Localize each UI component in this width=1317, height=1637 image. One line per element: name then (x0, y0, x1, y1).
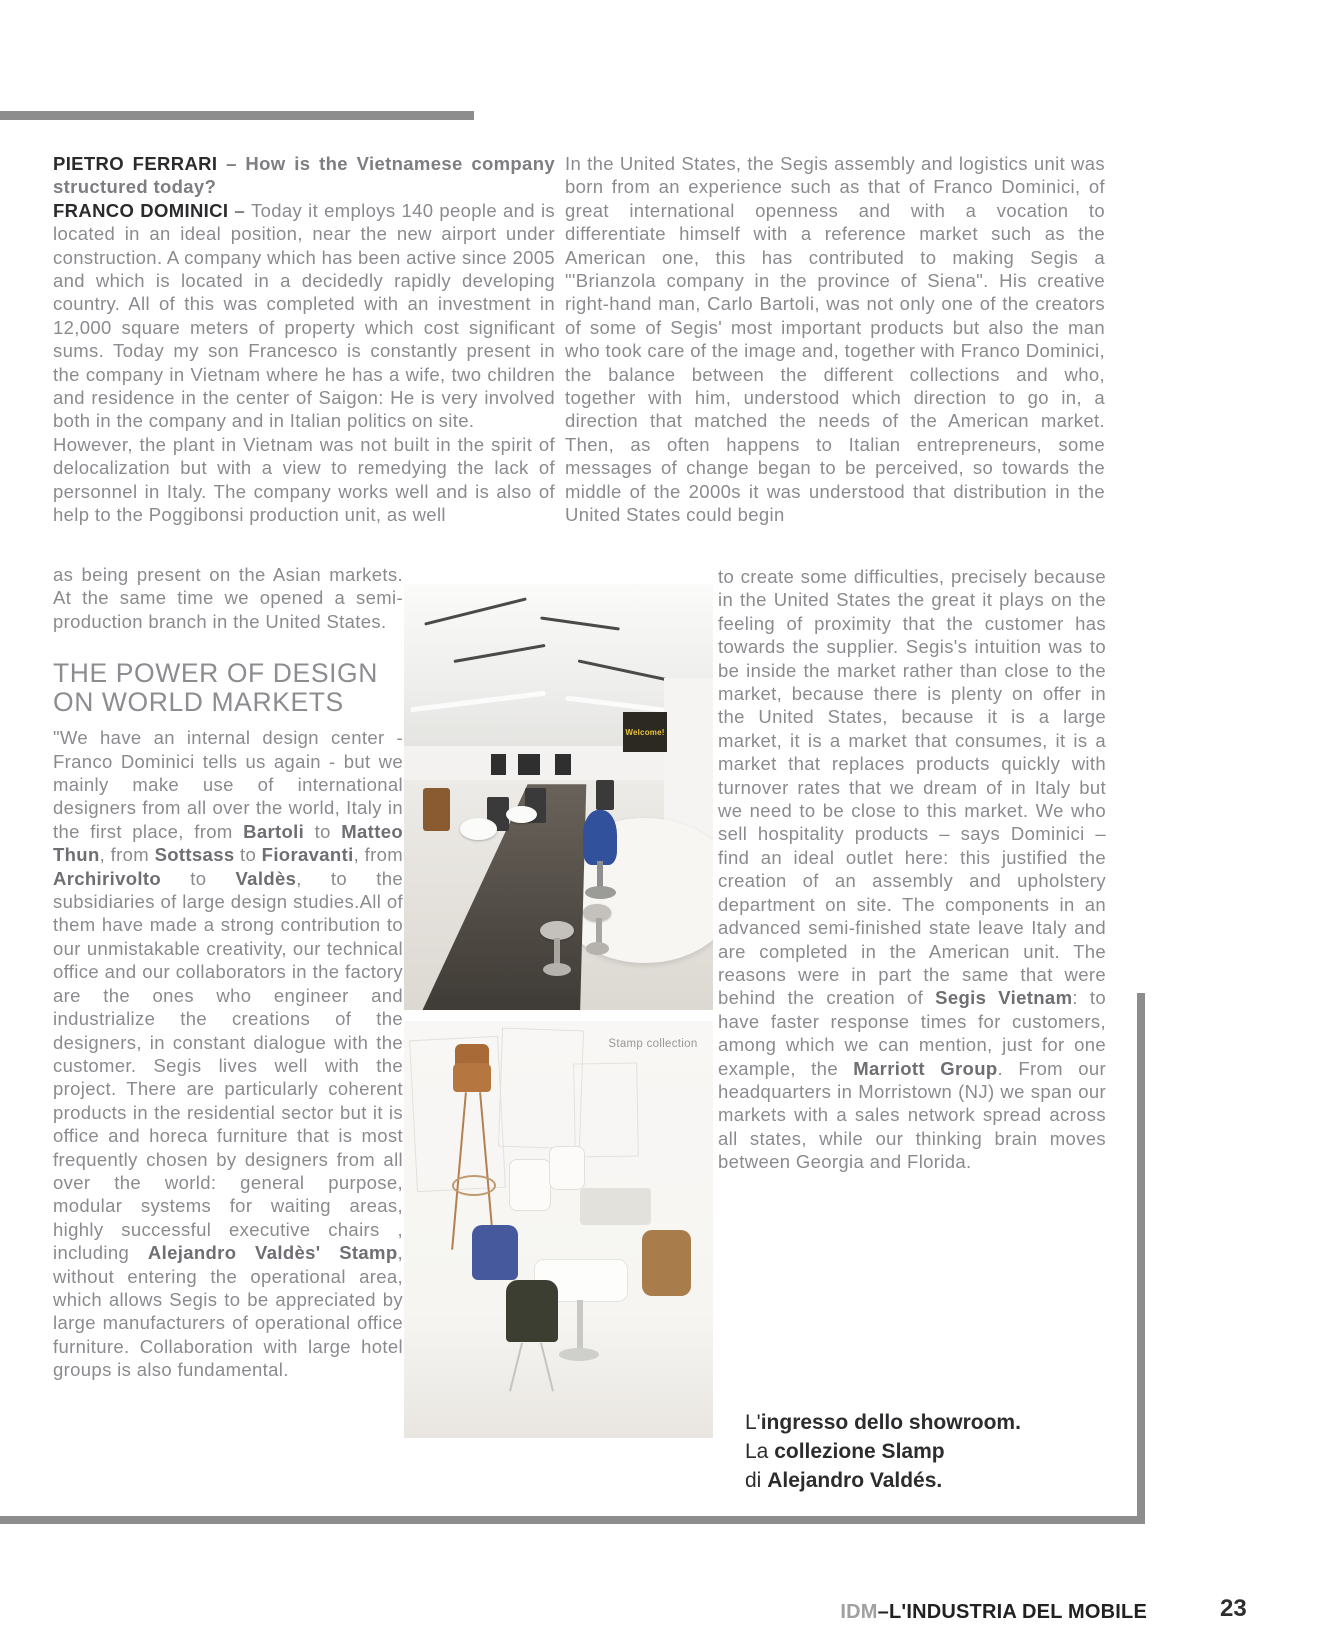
body-paragraph: as being present on the Asian markets. At the same time we opened a semi-production branch in the United States. (53, 564, 403, 632)
footer-idm-label: IDM (840, 1601, 878, 1623)
wooden-chair (423, 788, 451, 831)
white-chair (509, 1159, 551, 1211)
footer-brand-label: –L'INDUSTRIA DEL MOBILE (877, 1601, 1147, 1623)
photo-label: Stamp collection (608, 1037, 698, 1050)
section-heading (53, 659, 403, 717)
wall-sketch (498, 1028, 584, 1150)
round-table (506, 806, 537, 823)
bench (580, 1188, 651, 1226)
blue-armchair (472, 1225, 518, 1279)
section-heading-line1: THE POWER OF DESIGN (53, 658, 379, 689)
left-column-narrow (53, 563, 403, 1382)
bar-stool-seat (453, 1063, 490, 1092)
stool-base (543, 963, 571, 976)
wall-sketch (573, 1062, 638, 1157)
table-base (559, 1348, 599, 1361)
blue-chair-base (585, 886, 616, 899)
round-table (460, 818, 497, 839)
blue-chair (583, 810, 617, 865)
section-heading-line2: ON WORLD MARKETS (53, 687, 344, 718)
dark-green-chair (506, 1280, 559, 1343)
answer-paragraph: FRANCO DOMINICI – Today it employs 140 people and is located in an ideal position, near the new airport under construction. A company which has been active since 2005 and which is located in a decidedly rapidly developing country. All of this was completed with an investment in 12,000 square meters of property which cost significant sums. Today my son Francesco is constantly present in the company in Vietnam where he has a wife, two children and residence in the center of Saigon: He is very involved both in the company and in Italian politics on site. (53, 199, 556, 432)
welcome-sign (623, 712, 666, 752)
white-chair (549, 1146, 585, 1190)
bottom-rule (0, 1516, 1145, 1524)
stool-base (586, 942, 609, 955)
welcome-sign-text: Welcome! (625, 727, 665, 737)
dark-chair (596, 780, 615, 810)
page-number: 23 (1220, 1595, 1247, 1622)
showroom-photo (404, 584, 713, 1010)
stool-stem (596, 918, 602, 944)
right-vertical-rule (1137, 993, 1145, 1524)
body-paragraph: However, the plant in Vietnam was not built in the spirit of delocalization but with a view to remedying the lack of personnel in Italy. The company works well and is also of help to the Poggibonsi production unit, as well (53, 433, 555, 526)
tan-chair (642, 1230, 691, 1297)
wall-furniture-silhouette (555, 754, 570, 775)
body-paragraph: In the United States, the Segis assembly and logistics unit was born from an experience such as that of Franco Dominici, of great international openness and with a vocation to differentiate himself with a reference market such as the American one, this has contributed to making Segis a "'Brianzola company in the province of Siena". His creative right-hand man, Carlo Bartoli, was not only one of the creators of some of Segis' most important products but also the man who took care of the image and, together with Franco Dominici, the balance between the different collections and who, together with him, understood which direction to go in, a direction that matched the needs of the American market. Then, as often happens to Italian entrepreneurs, some messages of change began to be perceived, so towards the middle of the 2000s it was understood that distribution in the United States could begin (565, 153, 1105, 526)
right-column-narrow (718, 565, 1106, 1174)
bar-stool-back (455, 1044, 489, 1065)
top-rule (0, 111, 474, 120)
bar-stool-footring (452, 1175, 496, 1196)
photo-caption (745, 1408, 1021, 1495)
stamp-collection-photo (404, 1021, 713, 1438)
wall-furniture-silhouette (491, 754, 506, 775)
body-paragraph: "We have an internal design center - Franco Dominici tells us again - but we mainly make use of international designers from all over the world, Italy in the first place, from Bartoli to Matteo Thun, from Sottsass to Fioravanti, from Archirivolto to Valdès, to the subsidiaries of large design studies.All of them have made a strong contribution to our unmistakable creativity, our technical office and our collaborators in the factory are the ones who engineer and industrialize the creations of the designers, in constant dialogue with the customer. Segis lives well with the project. There are particularly coherent products in the residential sector but it is office and horeca furniture that is most frequently chosen by designers from all over the world: general purpose, modular systems for waiting areas, highly successful executive chairs , including Alejandro Valdès' Stamp, without entering the operational area, which allows Segis to be appreciated by large manufacturers of operational office furniture. Collaboration with large hotel groups is also fundamental. (53, 727, 404, 1381)
question-paragraph: PIETRO FERRARI – How is the Vietnamese company structured today? (53, 153, 555, 198)
body-paragraph: to create some difficulties, precisely because in the United States the great it plays on the feeling of proximity that the customer has towards the supplier. Segis's intuition was to be inside the market rather than close to the market, because there is plenty on offer in the United States, because it is a large market, it is a market that consumes, it is a market that replaces products quickly with turnover rates that we dream of in Italy but we need to be close to this market. We who sell hospitality products – says Dominici – find an ideal outlet here: this justified the creation of an assembly and upholstery department on site. The components in an advanced semi-finished state leave Italy and are completed in the American unit. The reasons were in part the same that were behind the creation of Segis Vietnam: to have faster response times for customers, among which we can mention, just for one example, the Marriott Group. From our headquarters in Morristown (NJ) we span our markets with a sales network spread across all states, while our thinking brain moves between Georgia and Florida. (718, 566, 1106, 1173)
table-stem (577, 1300, 583, 1350)
caption-line: L'ingresso dello showroom. (745, 1411, 1021, 1434)
caption-line: La collezione Slamp (745, 1440, 945, 1463)
right-column-top (565, 152, 1105, 527)
left-column-top (53, 152, 555, 527)
caption-line: di Alejandro Valdés. (745, 1469, 943, 1492)
magazine-footer (800, 1601, 1147, 1624)
wall-furniture-silhouette (518, 754, 540, 775)
